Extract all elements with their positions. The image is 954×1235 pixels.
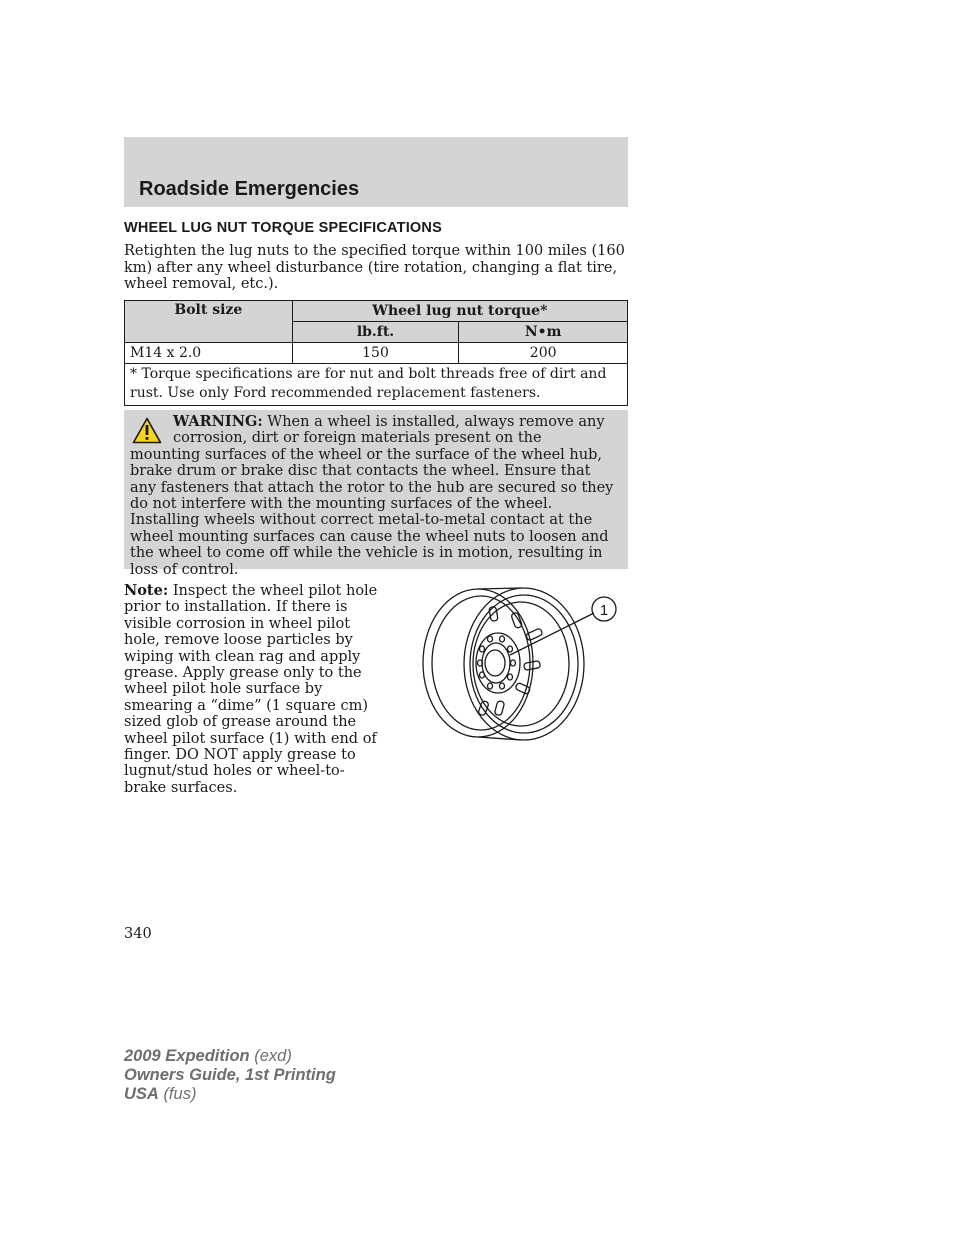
table-row xyxy=(125,343,628,364)
footer-edition xyxy=(124,1047,336,1104)
footer-model-code: (exd) xyxy=(254,1047,292,1065)
cell-nm: 200 xyxy=(459,343,628,364)
section-header-band xyxy=(124,137,628,207)
header-bolt-size: Bolt size xyxy=(125,301,293,343)
wheel-illustration xyxy=(418,585,622,745)
callout-label: 1 xyxy=(599,602,609,619)
footer-region-code: (fus) xyxy=(163,1085,197,1103)
page-number: 340 xyxy=(124,926,152,942)
header-unit-nm: N•m xyxy=(459,322,628,343)
note-label: Note: xyxy=(124,582,169,599)
footer-region: USA xyxy=(124,1085,159,1103)
table-footnote: * Torque specifications are for nut and bolt threads free of dirt and rust. Use only Ford recommended replacement fasteners. xyxy=(125,364,628,406)
cell-bolt-size: M14 x 2.0 xyxy=(125,343,293,364)
footer-guide: Owners Guide, 1st Printing xyxy=(124,1066,336,1084)
intro-paragraph: Retighten the lug nuts to the specified torque within 100 miles (160 km) after any wheel disturbance (tire rotation, changing a flat tire, wheel removal, etc.). xyxy=(124,243,625,292)
section-heading: WHEEL LUG NUT TORQUE SPECIFICATIONS xyxy=(124,220,442,236)
cell-lbft: 150 xyxy=(292,343,459,364)
warning-text xyxy=(130,414,616,578)
footer-model: 2009 Expedition xyxy=(124,1047,250,1065)
warning-label: WARNING: xyxy=(173,413,263,430)
note-paragraph xyxy=(124,583,384,796)
warning-box xyxy=(124,410,628,578)
warning-body: When a wheel is installed, always remove any corrosion, dirt or foreign materials present on the mounting surfaces of the wheel or the surface of the wheel hub, brake drum or brake disc that contacts the wheel. Ensure that any fasteners that attach the rotor to the hub are secured so they do not interfere with the mounting surfaces of the wheel. Installing wheels without correct metal-to-metal contact at the wheel mounting surfaces can cause the wheel nuts to loosen and the wheel to come off while the vehicle is in motion, resulting in loss of control. xyxy=(130,414,614,578)
header-wheel-lug-torque: Wheel lug nut torque* xyxy=(292,301,627,322)
header-unit-lbft: lb.ft. xyxy=(292,322,459,343)
note-body: Inspect the wheel pilot hole prior to installation. If there is visible corrosion in wheel pilot hole, remove loose particles by wiping with clean rag and apply grease. Apply grease only to the wheel pilot hole surface by smearing a “dime” (1 square cm) sized glob of grease around the wheel pilot surface (1) with end of finger. DO NOT apply grease to lugnut/stud holes or wheel-to-brake surfaces. xyxy=(124,583,378,796)
chapter-title: Roadside Emergencies xyxy=(139,178,360,200)
torque-spec-table xyxy=(124,300,628,406)
